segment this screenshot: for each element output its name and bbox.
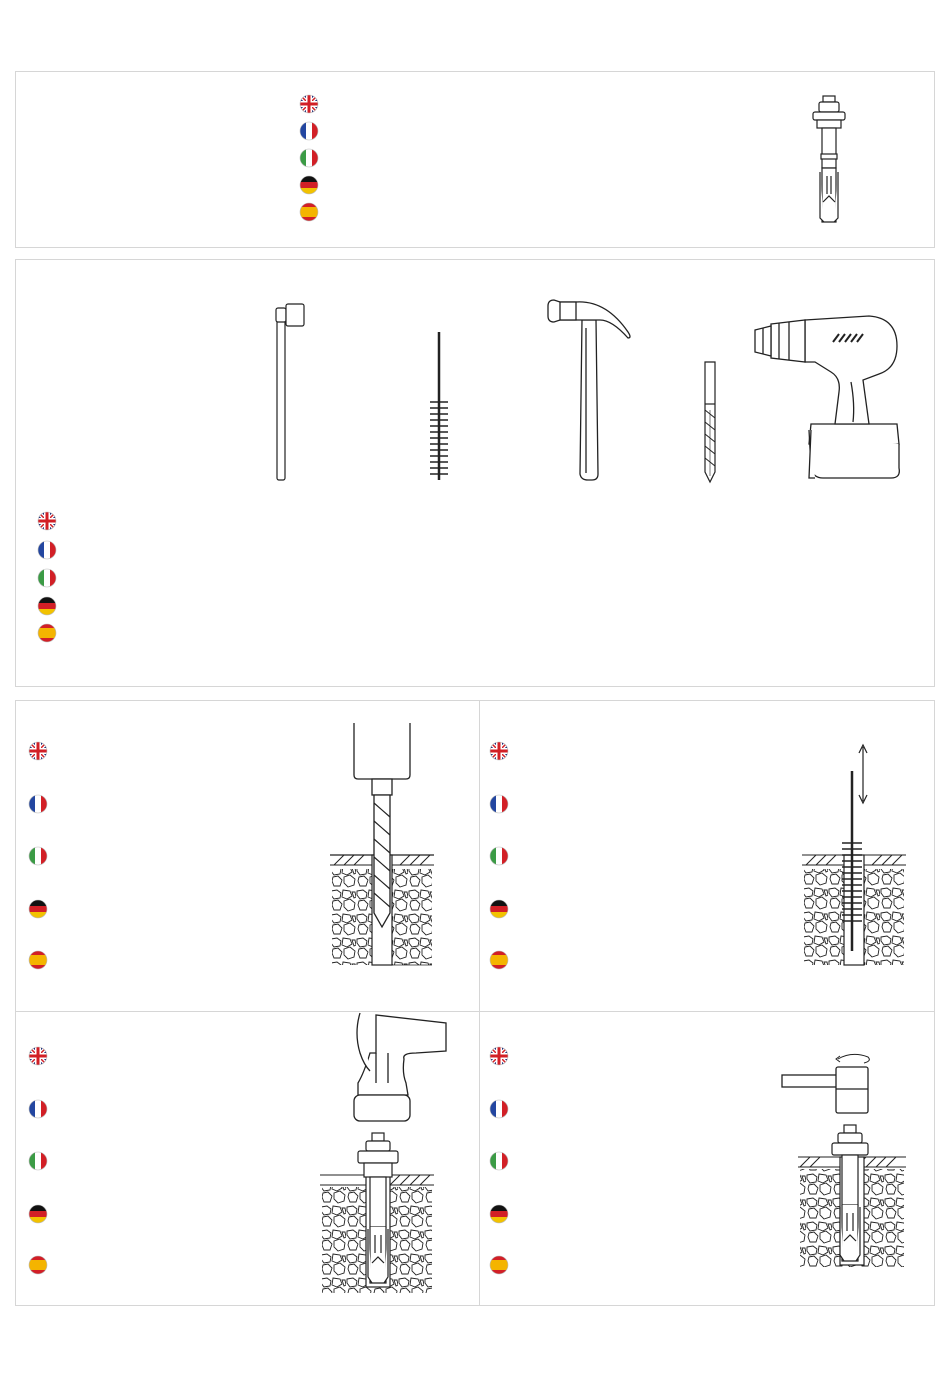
cleaning-brush-icon [426, 330, 452, 482]
spain-flag-icon [28, 1255, 48, 1275]
italy-flag-icon [28, 1151, 48, 1171]
cordless-drill-icon [751, 312, 903, 482]
germany-flag-icon [28, 899, 48, 919]
horizontal-divider [16, 1011, 934, 1012]
uk-flag-icon [299, 94, 319, 114]
wedge-anchor-bolt-icon [809, 94, 849, 226]
italy-flag-icon [28, 846, 48, 866]
drilling-hole-icon [330, 721, 438, 969]
uk-flag-icon [489, 1046, 509, 1066]
spain-flag-icon [489, 950, 509, 970]
france-flag-icon [299, 121, 319, 141]
uk-flag-icon [489, 741, 509, 761]
tools-panel [15, 259, 935, 687]
germany-flag-icon [489, 1204, 509, 1224]
wrench-icon [274, 302, 308, 482]
germany-flag-icon [37, 596, 57, 616]
spain-flag-icon [489, 1255, 509, 1275]
germany-flag-icon [28, 1204, 48, 1224]
spain-flag-icon [28, 950, 48, 970]
steps-panel [15, 700, 935, 1306]
germany-flag-icon [489, 899, 509, 919]
italy-flag-icon [489, 1151, 509, 1171]
uk-flag-icon [37, 511, 57, 531]
france-flag-icon [37, 540, 57, 560]
france-flag-icon [28, 794, 48, 814]
hammering-anchor-icon [320, 1013, 450, 1295]
spain-flag-icon [299, 202, 319, 222]
spain-flag-icon [37, 623, 57, 643]
france-flag-icon [489, 1099, 509, 1119]
tightening-nut-icon [780, 1053, 910, 1273]
cleaning-hole-icon [802, 743, 910, 969]
uk-flag-icon [28, 1046, 48, 1066]
drill-bit-icon [702, 360, 718, 484]
italy-flag-icon [299, 148, 319, 168]
france-flag-icon [489, 794, 509, 814]
hammer-icon [546, 298, 636, 484]
vertical-divider [479, 701, 480, 1305]
italy-flag-icon [489, 846, 509, 866]
product-panel [15, 71, 935, 248]
germany-flag-icon [299, 175, 319, 195]
italy-flag-icon [37, 568, 57, 588]
france-flag-icon [28, 1099, 48, 1119]
uk-flag-icon [28, 741, 48, 761]
